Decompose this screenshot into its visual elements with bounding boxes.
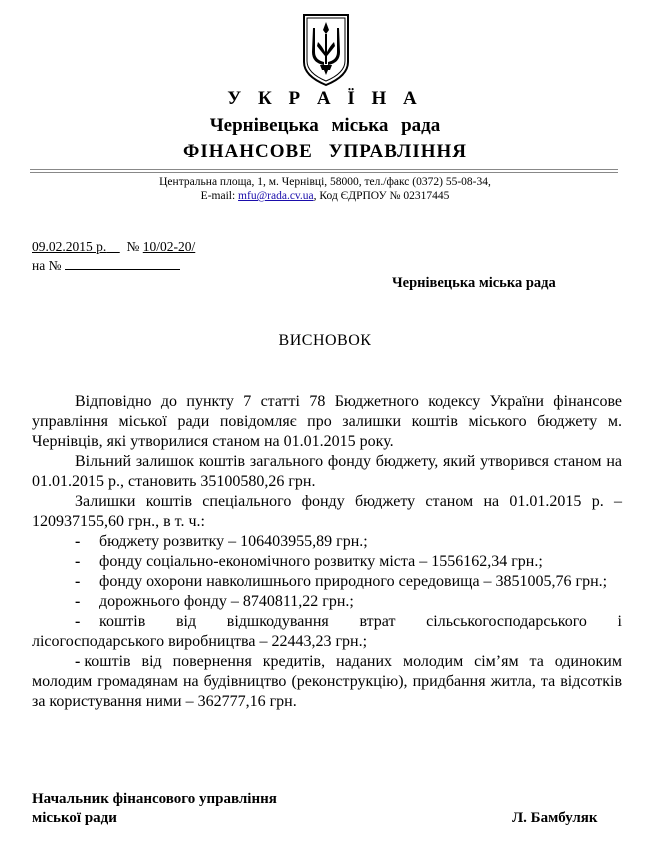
list-item: - дорожнього фонду – 8740811,22 грн.; [75, 593, 354, 610]
list-item: - коштів від відшкодування втрат сільськогосподарського і лісогосподарського виробництва – 22443,23 грн.; [32, 613, 622, 650]
country-heading: У К Р А Ї Н А [227, 88, 423, 109]
document-title: ВИСНОВОК [278, 332, 372, 349]
signatory-position: Начальник фінансового управління [32, 791, 277, 807]
email-link[interactable]: mfu@rada.cv.ua [238, 190, 314, 202]
paragraph: Вільний залишок коштів загального фонду бюджету, який утворився станом на 01.01.2015 р., становить 35100580,26 грн. [32, 453, 622, 490]
contact-line [0, 190, 650, 202]
number-label: № [126, 239, 140, 254]
document-date-line [32, 239, 195, 255]
council-heading: Чернівецька міська рада [209, 115, 441, 136]
document-date: 09.02.2015 р. [32, 239, 107, 254]
list-dash: - [75, 573, 81, 590]
reference-line [32, 257, 180, 274]
trident-emblem-icon [300, 12, 352, 88]
department-heading: ФІНАНСОВЕ УПРАВЛІННЯ [183, 141, 467, 162]
recipient: Чернівецька міська рада [392, 275, 556, 291]
edrpou-code: , Код ЄДРПОУ № 02317445 [313, 190, 450, 202]
document-number: 10/02-20/ [142, 239, 196, 254]
header-divider [30, 169, 618, 170]
header-divider-secondary [30, 172, 618, 173]
list-item: - фонду охорони навколишнього природного середовища – 3851005,76 грн.; [75, 573, 608, 590]
signatory-name: Л. Бамбуляк [512, 810, 598, 826]
list-item: - бюджету розвитку – 106403955,89 грн.; [75, 533, 368, 550]
list-dash: - [75, 533, 81, 550]
address-line: Центральна площа, 1, м. Чернівці, 58000, тел./факс (0372) 55-08-34, [159, 176, 491, 188]
paragraph: Відповідно до пункту 7 статті 78 Бюджетного кодексу України фінансове управління міської ради повідомляє про залишки коштів міського бюджету м. Чернівців, які утворилися станом на 01.01.2015 року. [32, 393, 622, 450]
list-dash: - [75, 653, 81, 670]
email-label: E-mail: [200, 190, 239, 202]
paragraph: Залишки коштів спеціального фонду бюджету станом на 01.01.2015 р. – 120937155,60 грн., в т. ч.: [32, 493, 622, 530]
signatory-position-line2: міської ради [32, 810, 117, 826]
reference-label: на № [32, 258, 62, 273]
list-item: - коштів від повернення кредитів, наданих молодим сім’ям та одиноким молодим громадянам на будівництво (реконструкцію), придбання житла, та відсотків за користування ними – 362777,16 грн. [32, 653, 622, 710]
list-item: - фонду соціально-економічного розвитку міста – 1556162,34 грн.; [75, 553, 543, 570]
list-dash: - [75, 593, 81, 610]
list-dash: - [75, 613, 81, 630]
list-dash: - [75, 553, 81, 570]
document-body [32, 392, 622, 712]
reference-blank [65, 257, 180, 270]
